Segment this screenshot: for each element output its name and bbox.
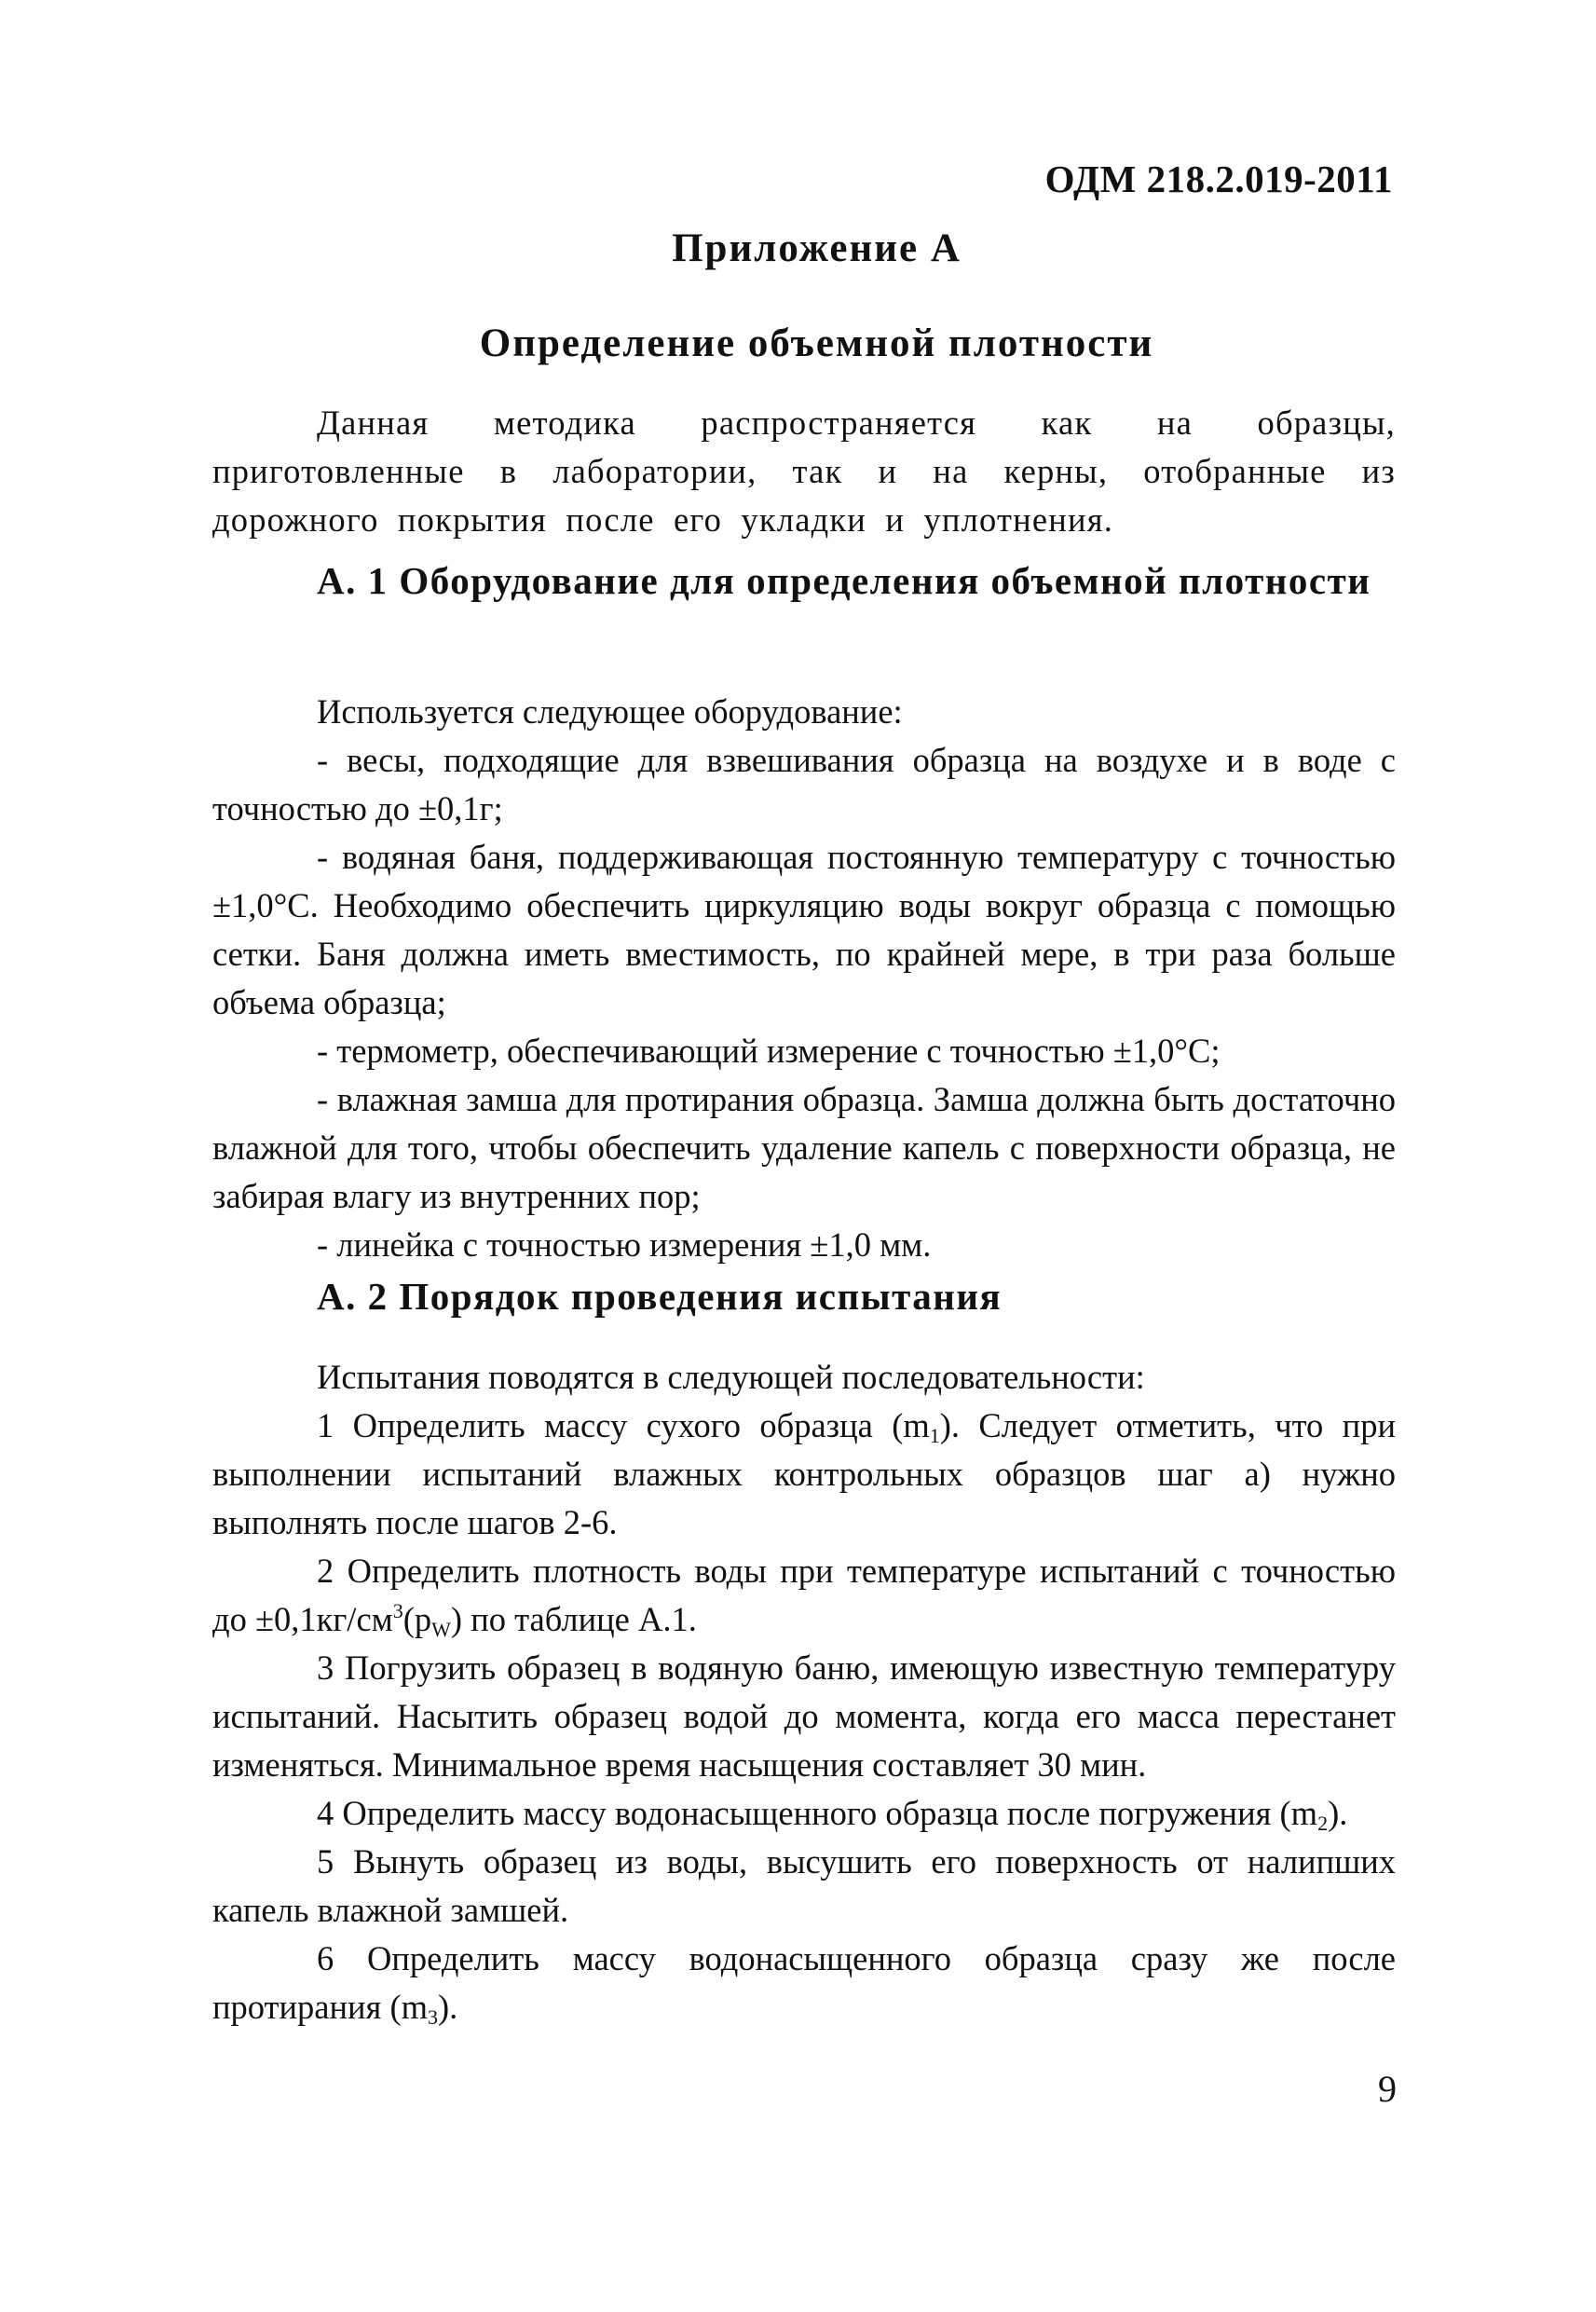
equipment-item-scales: - весы, подходящие для взвешивания образца на воздухе и в воде с точностью до ±0,1г; bbox=[212, 741, 1396, 828]
step-1-text-end: ). Следует отметить, что при выполнении испытаний влажных контрольных образцов шаг а) нужно выполнять после шагов 2-6. bbox=[212, 1406, 1396, 1541]
procedure-lead: Испытания поводятся в следующей последовательности: bbox=[317, 1358, 1145, 1396]
section-a2-body bbox=[212, 1353, 1396, 2032]
section-title: Определение объемной плотности bbox=[479, 321, 1154, 365]
section-a2-heading: А. 2 Порядок проведения испытания bbox=[317, 1275, 1003, 1318]
equipment-item-chamois: - влажная замша для протирания образца. Замша должна быть достаточно влажной для того, чтобы обеспечить удаление капель с поверхности образца, не забирая влагу из внутренних пор; bbox=[212, 1080, 1396, 1215]
procedure-step-5: 5 Вынуть образец из воды, высушить его поверхность от налипших капель влажной замшей. bbox=[212, 1842, 1396, 1929]
step-6-text: 6 Определить массу водонасыщенного образца сразу же после протирания (m bbox=[212, 1939, 1396, 2026]
procedure-step-4 bbox=[212, 1789, 1396, 1838]
step-2-text-end: ) по таблице А.1. bbox=[450, 1600, 697, 1638]
section-a1-body bbox=[212, 688, 1396, 1269]
procedure-step-3: 3 Погрузить образец в водяную баню, имеющую известную температуру испытаний. Насытить образец водой до момента, когда его масса перестанет изменяться. Минимальное время насыщения составляет 30 мин. bbox=[212, 1648, 1396, 1784]
document-code: ОДМ 218.2.019-2011 bbox=[1044, 157, 1393, 200]
step-1-subscript: 1 bbox=[929, 1424, 940, 1447]
step-1-text: 1 Определить массу сухого образца (m bbox=[317, 1406, 930, 1444]
intro-paragraph: Данная методика распространяется как на образцы, приготовленные в лаборатории, так и на керны, отобранные из дорожного покрытия после его укладки и уплотнения. bbox=[212, 404, 1396, 539]
intro-block bbox=[212, 399, 1396, 544]
procedure-step-2 bbox=[212, 1547, 1396, 1644]
equipment-item-ruler: - линейка с точностью измерения ±1,0 мм. bbox=[317, 1225, 932, 1264]
step-2-text-mid: (p bbox=[402, 1600, 432, 1638]
equipment-item-water-bath: - водяная баня, поддерживающая постоянную температуру с точностью ±1,0°С. Необходимо обеспечить циркуляцию воды вокруг образца с помощью сетки. Баня должна иметь вместимость, по крайней мере, в три раза больше объема образца; bbox=[212, 838, 1396, 1021]
equipment-lead: Используется следующее оборудование: bbox=[317, 692, 903, 731]
step-6-subscript: 3 bbox=[428, 2005, 439, 2029]
page-number: 9 bbox=[1378, 2068, 1397, 2110]
procedure-step-1 bbox=[212, 1402, 1396, 1547]
step-2-subscript: W bbox=[431, 1618, 451, 1641]
appendix-title: Приложение А bbox=[672, 226, 962, 270]
step-6-text-end: ). bbox=[438, 1988, 458, 2026]
step-4-text-end: ). bbox=[1328, 1794, 1348, 1832]
section-a1-heading: А. 1 Оборудование для определения объемной плотности bbox=[317, 559, 1371, 602]
equipment-item-thermometer: - термометр, обеспечивающий измерение с точностью ±1,0°С; bbox=[317, 1032, 1221, 1070]
step-2-text: 2 Определить плотность воды при температуре испытаний с точностью до ±0,1кг/см bbox=[212, 1552, 1396, 1638]
step-4-subscript: 2 bbox=[1317, 1812, 1329, 1835]
procedure-step-6 bbox=[212, 1935, 1396, 2032]
step-2-superscript: 3 bbox=[392, 1599, 403, 1622]
step-4-text: 4 Определить массу водонасыщенного образца после погружения (m bbox=[317, 1794, 1318, 1832]
